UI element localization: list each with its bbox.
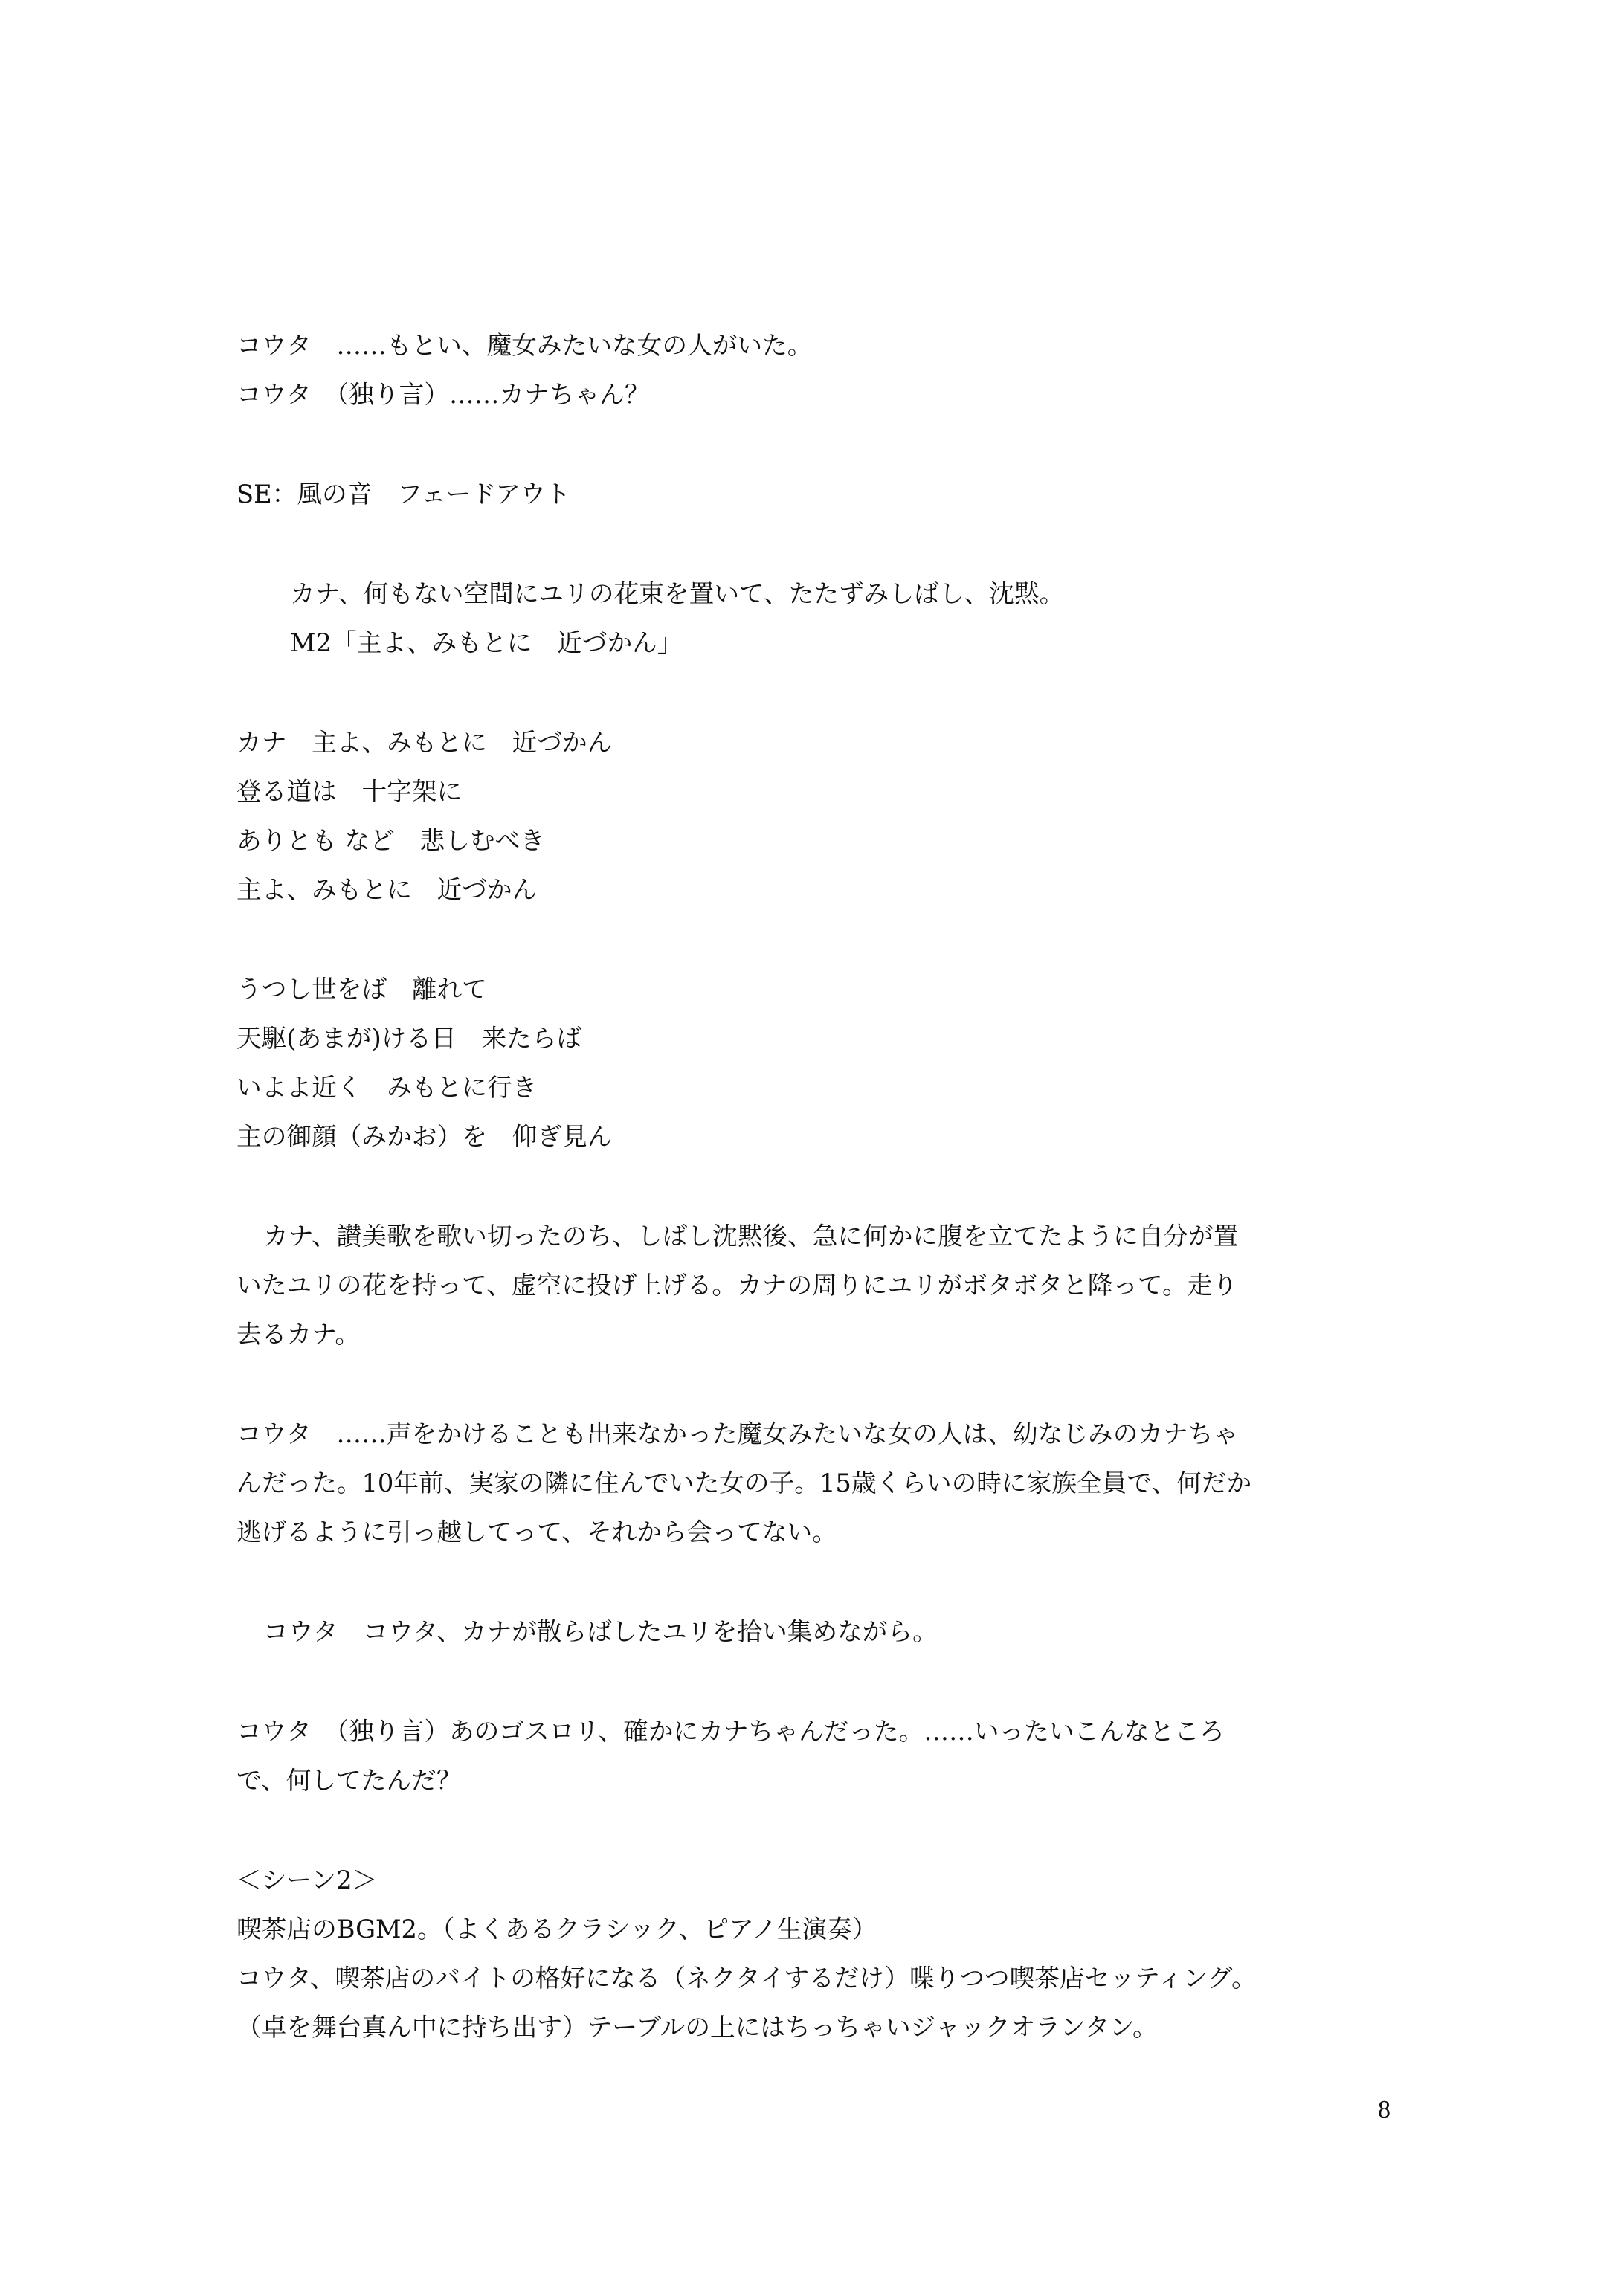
stage-direction-kana-throws-lilies-3: 去るカナ。 [236,1320,361,1349]
dialogue-kouta-monologue-1: コウタ ……声をかけることも出来なかった魔女みたいな女の人は、幼なじみのカナちゃ [236,1419,1239,1448]
hymn-verse2-line1: うつし世をば 離れて [236,975,487,1004]
dialogue-kouta-monologue-2: んだった。10年前、実家の隣に住んでいた女の子。15歳くらいの時に家族全員で、何だか [236,1468,1252,1497]
stage-direction-kouta-gathers-lilies: コウタ コウタ、カナが散らばしたユリを拾い集めながら。 [263,1617,938,1646]
scene-heading: ＜シーン2＞ [236,1866,378,1894]
stage-direction-cafe-setting-1: コウタ、喫茶店のバイトの格好になる（ネクタイするだけ）喋りつつ喫茶店セッティング。 [236,1964,1257,1993]
hymn-verse1-line1: カナ 主よ、みもとに 近づかん [236,728,613,757]
stage-direction-kana: カナ、何もない空間にユリの花束を置いて、たたずみしばし、沈黙。 [290,579,1065,608]
dialogue-kouta-monologue-3: 逃げるように引っ越してって、それから会ってない。 [236,1518,837,1547]
stage-direction-kana-throws-lilies-2: いたユリの花を持って、虚空に投げ上げる。カナの周りにユリがボタボタと降って。走り [236,1271,1238,1300]
music-cue-bgm2: 喫茶店のBGM2。（よくあるクラシック、ピアノ生演奏） [236,1915,877,1944]
stage-direction-kana-throws-lilies-1: カナ、讃美歌を歌い切ったのち、しばし沈黙後、急に何かに腹を立てたように自分が置 [263,1222,1239,1251]
hymn-verse1-line2: 登る道は 十字架に [236,777,463,806]
hymn-verse2-line2: 天駆(あまが)ける日 来たらば [236,1024,582,1053]
stage-direction-cafe-setting-2: （卓を舞台真ん中に持ち出す）テーブルの上にはちっちゃいジャックオランタン。 [236,2013,1158,2042]
page-number: 8 [1378,2096,1391,2124]
hymn-verse2-line3: いよよ近く みもとに行き [236,1073,538,1102]
dialogue-kouta-aside-2: で、何してたんだ？ [236,1766,462,1795]
hymn-verse1-line4: 主よ、みもとに 近づかん [236,875,538,904]
music-cue-m2: M2「主よ、みもとに 近づかん」 [290,628,683,657]
hymn-verse2-line4: 主の御顔（みかお）を 仰ぎ見ん [236,1122,613,1151]
dialogue-line-kouta-2: コウタ （独り言）……カナちゃん？ [236,380,650,409]
sound-effect-cue: SE：風の音 フェードアウト [236,480,571,509]
dialogue-line-kouta-1: コウタ ……もとい、魔女みたいな女の人がいた。 [236,331,813,360]
hymn-verse1-line3: ありとも など 悲しむべき [236,826,545,855]
document-page [236,0,1391,2296]
dialogue-kouta-aside-1: コウタ （独り言）あのゴスロリ、確かにカナちゃんだった。……いったいこんなところ [236,1717,1225,1746]
